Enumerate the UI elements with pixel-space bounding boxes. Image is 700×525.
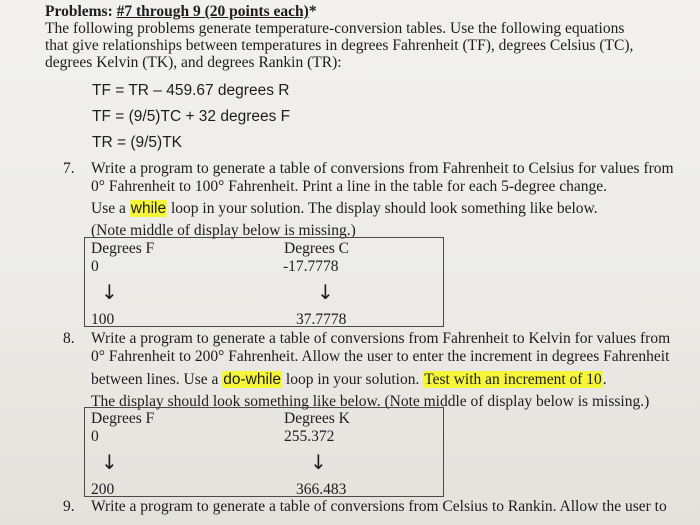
p8-header-degrees-f: Degrees F xyxy=(91,410,155,427)
p7-line3-before: Use a xyxy=(91,200,130,217)
highlight-do-while: do-while xyxy=(223,371,282,388)
problems-title xyxy=(45,3,317,20)
p7-first-f: 0 xyxy=(91,258,99,275)
intro-line-1: The following problems generate temperature-conversion tables. Use the following equations xyxy=(45,20,625,37)
intro-line-2: that give relationships between temperatures in degrees Fahrenheit (TF), degrees Celsius (TC), xyxy=(45,37,634,54)
problem-8-line-2: 0° Fahrenheit to 200° Fahrenheit. Allow the user to enter the increment in degrees Fahrenheit xyxy=(91,348,670,365)
intro-line-3: degrees Kelvin (TK), and degrees Rankin (TR): xyxy=(45,54,342,71)
p7-line3-after: loop in your solution. The display should look something like below. xyxy=(167,200,598,217)
problem-8-line-3 xyxy=(91,371,607,388)
problem-9-line-1: Write a program to generate a table of conversions from Celsius to Rankin. Allow the user to xyxy=(91,498,667,515)
p7-first-c: -17.7778 xyxy=(283,258,339,275)
page-bottom-fade xyxy=(0,515,700,525)
title-points: #7 through 9 (20 points each) xyxy=(116,3,309,20)
problem-7-line-1: Write a program to generate a table of conversions from Fahrenheit to Celsius for values from xyxy=(91,160,674,177)
down-arrow-icon: ↓ xyxy=(310,450,327,474)
highlight-while: while xyxy=(130,200,167,217)
p8-first-f: 0 xyxy=(91,428,99,445)
down-arrow-icon: ↓ xyxy=(101,280,118,304)
p7-header-degrees-f: Degrees F xyxy=(91,240,155,257)
p7-last-c: 37.7778 xyxy=(296,311,347,328)
problem-8-line-1: Write a program to generate a table of conversions from Fahrenheit to Kelvin for values from xyxy=(91,330,671,347)
down-arrow-icon: ↓ xyxy=(317,280,334,304)
p8-line3-before: between lines. Use a xyxy=(91,371,223,388)
p8-last-f: 200 xyxy=(91,481,115,498)
equation-tf-tr: TF = TR – 459.67 degrees R xyxy=(92,82,290,99)
p8-last-k: 366.483 xyxy=(296,481,347,498)
highlight-test-increment: Test with an increment of 10 xyxy=(424,371,602,388)
down-arrow-icon: ↓ xyxy=(101,450,118,474)
problem-7-line-3 xyxy=(91,200,598,217)
p7-header-degrees-c: Degrees C xyxy=(284,240,349,257)
problem-7-number: 7. xyxy=(63,160,75,177)
problem-8-number: 8. xyxy=(63,330,75,347)
title-star: * xyxy=(308,3,317,20)
equation-tr-tk: TR = (9/5)TK xyxy=(92,134,183,151)
problem-8-line-4: The display should look something like below. (Note middle of display below is missing.) xyxy=(91,393,650,410)
title-prefix: Problems: xyxy=(45,3,117,20)
p8-line3-after: . xyxy=(602,371,607,388)
p8-header-degrees-k: Degrees K xyxy=(284,410,350,427)
p8-first-k: 255.372 xyxy=(284,428,335,445)
problem-7-line-2: 0° Fahrenheit to 100° Fahrenheit. Print a line in the table for each 5-degree change. xyxy=(91,178,607,195)
p8-line3-middle: loop in your solution. xyxy=(282,371,424,388)
problem-7-line-4: (Note middle of display below is missing.) xyxy=(91,222,356,239)
p7-last-f: 100 xyxy=(91,311,115,328)
problem-9-number: 9. xyxy=(63,498,75,515)
equation-tf-tc: TF = (9/5)TC + 32 degrees F xyxy=(92,108,291,125)
